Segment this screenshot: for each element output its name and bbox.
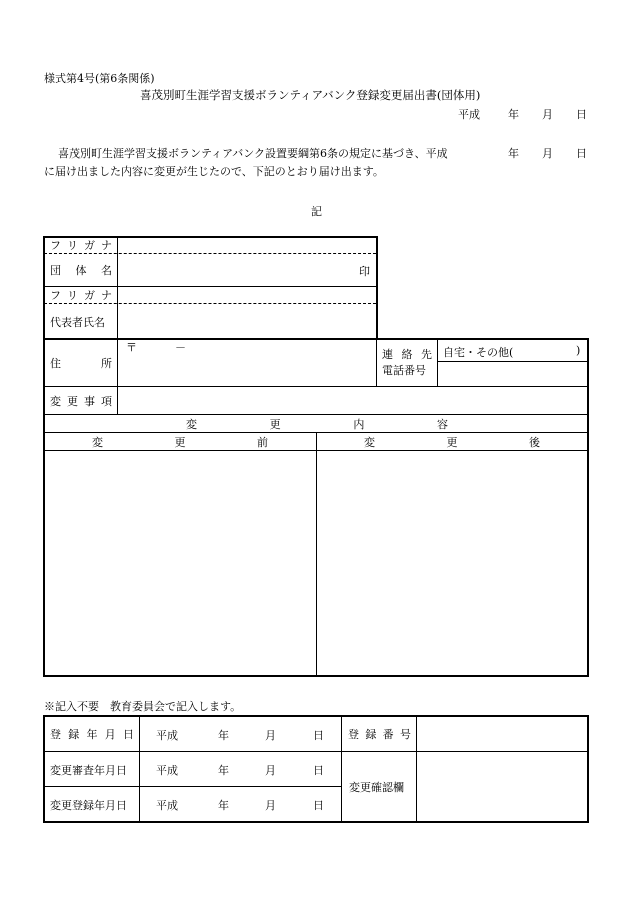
- intro-month: 月: [542, 147, 553, 160]
- office-row1-bottom: [44, 751, 341, 752]
- before-after-divider: [316, 432, 317, 676]
- address-row-bottom: [44, 386, 587, 387]
- review-date-era: 平成: [156, 764, 178, 777]
- change-reg-date-era: 平成: [156, 799, 178, 812]
- label-column-line: [117, 237, 118, 386]
- reg-date-day: 日: [313, 729, 324, 742]
- after-header: 変 更 後: [364, 435, 540, 449]
- before-header: 変 更 前: [92, 435, 268, 449]
- contact-label: 連 絡 先: [382, 348, 432, 361]
- contact-type-label: 自宅・その他(: [443, 346, 514, 359]
- upper-right-border: [376, 236, 378, 339]
- contact-label-line: [437, 339, 438, 386]
- address-right-line: [376, 339, 377, 386]
- group-name-label: 団 体 名: [50, 264, 112, 277]
- intro-year: 年: [508, 147, 519, 160]
- form-number: 様式第4号(第6条関係): [44, 72, 155, 85]
- contact-type-close: ): [576, 344, 581, 357]
- review-date-month: 月: [265, 764, 276, 777]
- header-date-year: 年: [508, 108, 519, 121]
- review-date-year: 年: [218, 764, 229, 777]
- office-note: ※記入不要 教育委員会で記入します。: [44, 700, 242, 713]
- item-label-line: [117, 386, 118, 414]
- office-right-row1-bottom: [342, 751, 587, 752]
- intro-line1: 喜茂別町生涯学習支援ボランティアバンク設置要綱第6条の規定に基づき、平成: [58, 147, 448, 160]
- office-left-border: [43, 715, 45, 823]
- office-right-border: [587, 715, 589, 823]
- change-reg-date-year: 年: [218, 799, 229, 812]
- change-reg-date-label: 変更登録年月日: [50, 799, 127, 812]
- review-date-day: 日: [313, 764, 324, 777]
- postal-dash: －: [175, 341, 186, 354]
- phone-label: 電話番号: [382, 364, 426, 377]
- reg-date-era: 平成: [156, 729, 178, 742]
- change-reg-date-month: 月: [265, 799, 276, 812]
- form-title: 喜茂別町生涯学習支援ボランティアバンク登録変更届出書(団体用): [140, 88, 481, 102]
- header-date-era: 平成: [458, 108, 480, 121]
- change-item-label: 変 更 事 項: [50, 394, 112, 408]
- intro-line2: に届け出ました内容に変更が生じたので、下記のとおり届け出ます。: [44, 165, 384, 178]
- office-row2-bottom: [44, 786, 341, 787]
- address-label: 住 所: [50, 356, 112, 370]
- furigana1-label: フ リ ガ ナ: [50, 239, 112, 252]
- furigana2-label: フ リ ガ ナ: [50, 289, 112, 302]
- reg-number-label: 登 録 番 号: [348, 727, 411, 741]
- change-content-header: 変 更 内 容: [186, 417, 448, 431]
- intro-day: 日: [576, 147, 587, 160]
- office-right-label-line: [416, 716, 417, 822]
- header-date-month: 月: [542, 108, 553, 121]
- office-mid-line: [341, 716, 342, 822]
- reg-date-label: 登 録 年 月 日: [50, 727, 134, 741]
- office-label-line: [139, 716, 140, 822]
- address-row-top: [43, 338, 588, 340]
- seal-mark: 印: [359, 265, 370, 278]
- postal-mark: 〒: [126, 341, 137, 354]
- reg-date-month: 月: [265, 729, 276, 742]
- bottom-border: [43, 675, 589, 677]
- representative-label: 代表者氏名: [50, 316, 105, 329]
- review-date-label: 変更審査年月日: [50, 764, 127, 777]
- header-date-day: 日: [576, 108, 587, 121]
- furigana2-divider: [44, 303, 376, 304]
- office-bottom-border: [43, 821, 589, 823]
- ki-label: 記: [311, 205, 322, 218]
- change-confirm-label: 変更確認欄: [349, 781, 404, 794]
- outer-right-border: [587, 338, 589, 677]
- reg-date-year: 年: [218, 729, 229, 742]
- contact-mid-line: [438, 361, 587, 362]
- change-reg-date-day: 日: [313, 799, 324, 812]
